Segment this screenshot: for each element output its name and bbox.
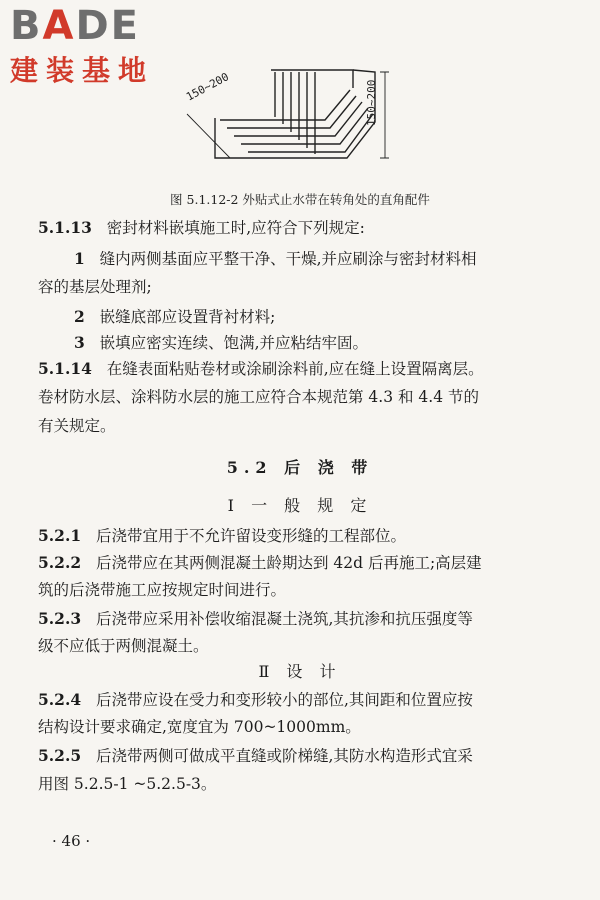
list-item: 1 缝内两侧基面应平整干净、干燥,并应刷涂与密封材料相 (74, 249, 477, 268)
figure-caption: 图 5.1.12-2 外贴式止水带在转角处的直角配件 (170, 192, 430, 207)
clause-5-2-4 (38, 690, 558, 710)
paragraph-line: 结构设计要求确定,宽度宜为 700~1000mm。 (38, 718, 361, 736)
clause-number: 5.2.2 (38, 553, 82, 572)
list-item: 3 嵌填应密实连续、饱满,并应粘结牢固。 (74, 333, 369, 352)
logo-subtitle: 建装基地 (10, 54, 155, 87)
paragraph-line: 卷材防水层、涂料防水层的施工应符合本规范第 4.3 和 4.4 节的 (38, 388, 480, 406)
clause-number: 5.1.13 (38, 218, 92, 237)
clause-text: 后浇带应设在受力和变形较小的部位,其间距和位置应按 (95, 691, 473, 709)
clause-text: 后浇带宜用于不允许留设变形缝的工程部位。 (95, 527, 406, 545)
paragraph-line: 筑的后浇带施工应按规定时间进行。 (38, 581, 287, 599)
brand-logo (10, 4, 180, 88)
clause-5-2-1 (38, 526, 558, 546)
clause-number: 5.2.5 (38, 746, 82, 765)
clause-number: 5.2.4 (38, 690, 82, 709)
clause-text: 后浇带应采用补偿收缩混凝土浇筑,其抗渗和抗压强度等 (95, 610, 473, 628)
paragraph-line: 用图 5.2.5-1 ~5.2.5-3。 (38, 775, 217, 793)
clause-5-2-5 (38, 746, 558, 766)
clause-text: 密封材料嵌填施工时,应符合下列规定: (106, 219, 365, 237)
paragraph-line: 容的基层处理剂; (38, 278, 152, 296)
clause-5-1-14 (38, 359, 558, 379)
subsection-title: Ⅱ 设 计 (258, 662, 342, 681)
dimension-label-left: 150~200 (184, 70, 232, 104)
clause-number: 5.2.3 (38, 609, 82, 628)
paragraph-line: 级不应低于两侧混凝土。 (38, 637, 209, 655)
logo-wordmark: BADE (10, 3, 140, 49)
clause-5-2-3 (38, 609, 558, 629)
clause-number: 5.2.1 (38, 526, 82, 545)
list-item: 2 嵌缝底部应设置背衬材料; (74, 307, 276, 326)
clause-text: 后浇带两侧可做成平直缝或阶梯缝,其防水构造形式宜采 (95, 747, 473, 765)
clause-text: 后浇带应在其两侧混凝土龄期达到 42d 后再施工;高层建 (95, 554, 482, 572)
clause-5-1-13 (38, 218, 558, 238)
section-title: 5.2 后 浇 带 (226, 458, 374, 477)
clause-number: 5.1.14 (38, 359, 92, 378)
paragraph-line: 有关规定。 (38, 417, 116, 435)
page-number: · 46 · (52, 832, 91, 850)
dimension-label-right: 150~200 (365, 79, 378, 126)
clause-text: 在缝表面粘贴卷材或涂刷涂料前,应在缝上设置隔离层。 (106, 360, 484, 378)
subsection-title: Ⅰ 一 般 规 定 (227, 496, 373, 515)
clause-5-2-2 (38, 553, 558, 573)
